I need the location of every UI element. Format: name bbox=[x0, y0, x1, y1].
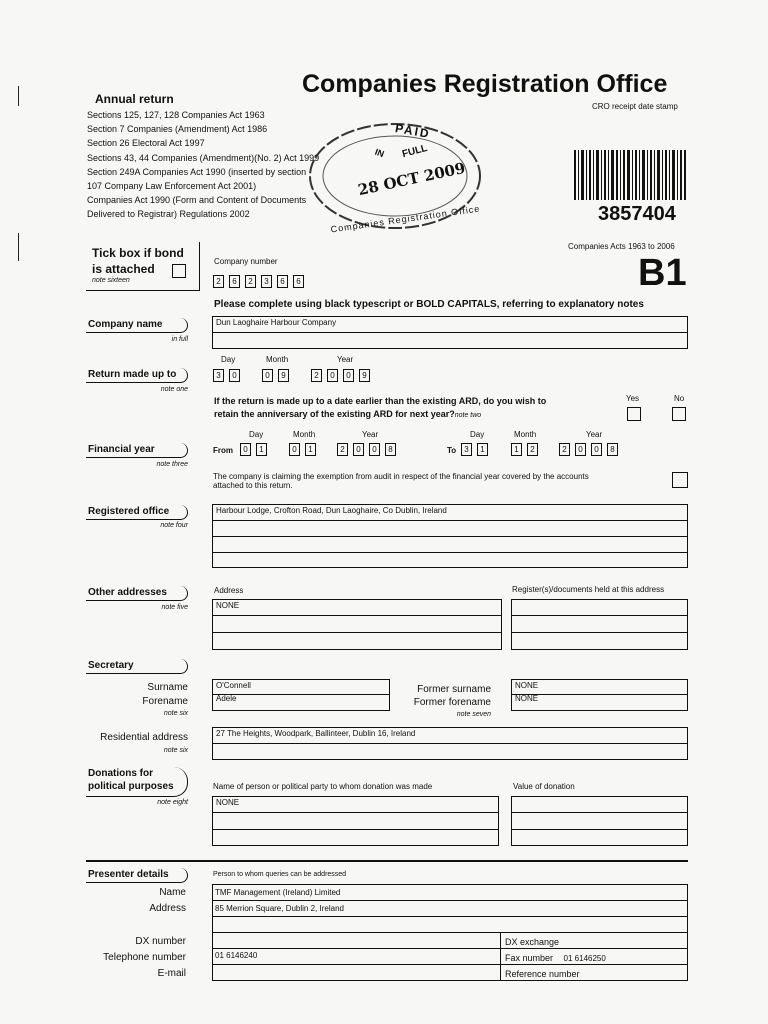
presenter-divider bbox=[212, 932, 688, 933]
other-address-value: NONE bbox=[216, 601, 240, 610]
presenter-column-divider bbox=[500, 932, 501, 981]
donation-value-field[interactable] bbox=[511, 796, 688, 846]
email-label: E-mail bbox=[157, 968, 186, 979]
legislation-line: Sections 43, 44 Companies (Amendment)(No. 2) Act 1999 bbox=[87, 152, 320, 163]
register-documents-divider bbox=[511, 632, 688, 633]
former-surname-value: NONE bbox=[515, 681, 539, 690]
barcode-number: 3857404 bbox=[598, 203, 676, 225]
ard-question-note: note two bbox=[454, 412, 482, 419]
telephone-label: Telephone number bbox=[103, 952, 186, 963]
registered-office-divider bbox=[212, 536, 688, 537]
legislation-line: Sections 125, 127, 128 Companies Act 1963 bbox=[87, 110, 265, 120]
fy-from-year-label: Year bbox=[362, 430, 379, 439]
secretary-name-divider bbox=[212, 694, 390, 695]
residential-address-value: 27 The Heights, Woodpark, Ballinteer, Dublin 16, Ireland bbox=[216, 729, 416, 738]
donation-name-divider bbox=[212, 812, 499, 813]
company-name-label: Company name bbox=[86, 318, 188, 333]
fy-to-year-digit[interactable]: 0 bbox=[575, 443, 586, 456]
fy-from-day-digit[interactable]: 0 bbox=[240, 443, 251, 456]
year-label: Year bbox=[337, 355, 354, 364]
donation-name-field[interactable] bbox=[212, 796, 499, 846]
return-month-digit[interactable]: 0 bbox=[262, 369, 273, 382]
form-code: B1 bbox=[638, 252, 687, 294]
fy-to-day-digit[interactable]: 3 bbox=[461, 443, 472, 456]
former-forename-value: NONE bbox=[515, 694, 539, 703]
office-title: Companies Registration Office bbox=[302, 70, 668, 98]
return-year-digit[interactable]: 2 bbox=[311, 369, 322, 382]
bond-section bbox=[86, 242, 200, 291]
surname-label: Surname bbox=[147, 682, 188, 693]
ard-yes-checkbox[interactable] bbox=[627, 407, 641, 421]
fy-from-year-digit[interactable]: 0 bbox=[369, 443, 380, 456]
register-documents-field[interactable] bbox=[511, 599, 688, 650]
register-documents-label: Register(s)/documents held at this address bbox=[512, 585, 665, 594]
forename-value: Adele bbox=[216, 694, 237, 703]
no-label: No bbox=[674, 394, 685, 403]
fy-to-month-digit[interactable]: 2 bbox=[527, 443, 538, 456]
reference-number-label: Reference number bbox=[505, 969, 580, 979]
presenter-address-label: Address bbox=[149, 903, 186, 914]
other-address-divider bbox=[212, 632, 502, 633]
company-name-divider bbox=[212, 332, 688, 333]
fy-from-year-digit[interactable]: 0 bbox=[353, 443, 364, 456]
donations-label-line2: political purposes bbox=[88, 781, 174, 792]
former-name-field[interactable] bbox=[511, 679, 688, 711]
audit-exemption-checkbox[interactable] bbox=[672, 472, 688, 488]
former-name-divider bbox=[511, 694, 688, 695]
stamp-in: IN bbox=[373, 146, 386, 160]
fax-label: Fax number bbox=[505, 953, 554, 963]
register-documents-divider bbox=[511, 615, 688, 616]
fy-from-day-label: Day bbox=[249, 430, 264, 439]
fy-to-year-digit[interactable]: 0 bbox=[591, 443, 602, 456]
stamp-date: 28 OCT 2009 bbox=[356, 158, 467, 200]
donation-value-divider bbox=[511, 812, 688, 813]
company-name-value: Dun Laoghaire Harbour Company bbox=[216, 318, 337, 327]
former-forename-label: Former forename bbox=[413, 697, 491, 708]
company-number-digit[interactable]: 2 bbox=[245, 275, 256, 288]
financial-year-label: Financial year bbox=[86, 443, 188, 458]
return-made-up-to-note: note one bbox=[160, 386, 188, 393]
presenter-divider bbox=[212, 964, 688, 965]
donation-value-label: Value of donation bbox=[513, 782, 575, 791]
ard-question-line2 bbox=[214, 409, 481, 419]
company-number-digit[interactable]: 3 bbox=[261, 275, 272, 288]
stamp-ring-text: Companies Registration Office bbox=[330, 203, 481, 235]
residential-address-note: note six bbox=[163, 747, 188, 754]
company-number-label: Company number bbox=[214, 257, 278, 266]
presenter-address-value: 85 Merrion Square, Dublin 2, Ireland bbox=[215, 904, 344, 913]
presenter-divider bbox=[212, 948, 688, 949]
day-label: Day bbox=[221, 355, 236, 364]
presenter-name-label: Name bbox=[159, 887, 186, 898]
registered-office-label: Registered office bbox=[86, 505, 188, 520]
fy-to-day-label: Day bbox=[470, 430, 485, 439]
registered-office-value: Harbour Lodge, Crofton Road, Dun Laoghaire, Co Dublin, Ireland bbox=[216, 506, 447, 515]
registered-office-divider bbox=[212, 552, 688, 553]
return-day-digit[interactable]: 3 bbox=[213, 369, 224, 382]
barcode-icon bbox=[574, 150, 686, 200]
scan-mark bbox=[18, 233, 19, 261]
month-label: Month bbox=[266, 355, 289, 364]
audit-exemption-line: The company is claiming the exemption from audit in respect of the financial year covered by the accounts bbox=[213, 472, 589, 481]
form-title: Annual return bbox=[95, 92, 174, 106]
donation-name-divider bbox=[212, 829, 499, 830]
return-year-digit[interactable]: 0 bbox=[327, 369, 338, 382]
presenter-divider bbox=[212, 900, 688, 901]
presenter-details-label: Presenter details bbox=[86, 868, 188, 883]
dx-exchange-label: DX exchange bbox=[505, 937, 560, 947]
return-year-digit[interactable]: 0 bbox=[343, 369, 354, 382]
bond-label-line1: Tick box if bond bbox=[92, 246, 184, 260]
presenter-divider bbox=[212, 916, 688, 917]
legislation-line: Section 249A Companies Act 1990 (inserted by section bbox=[87, 166, 307, 177]
return-month-digit[interactable]: 9 bbox=[278, 369, 289, 382]
legislation-line: Section 26 Electoral Act 1997 bbox=[87, 138, 205, 149]
fax-number-label bbox=[505, 953, 606, 963]
paid-stamp bbox=[300, 118, 485, 238]
acts-range: Companies Acts 1963 to 2006 bbox=[568, 242, 675, 251]
fy-to-year-label: Year bbox=[586, 430, 603, 439]
barcode bbox=[574, 150, 686, 200]
donations-label bbox=[86, 767, 188, 797]
fy-from-month-digit[interactable]: 0 bbox=[289, 443, 300, 456]
fax-value: 01 6146250 bbox=[563, 954, 606, 963]
legislation-line: 107 Company Law Enforcement Act 2001) bbox=[87, 181, 257, 192]
bond-checkbox[interactable] bbox=[172, 264, 186, 278]
donations-label-line1: Donations for bbox=[88, 768, 153, 779]
registered-office-note: note four bbox=[160, 522, 188, 529]
registered-office-divider bbox=[212, 520, 688, 521]
legislation-line: Section 7 Companies (Amendment) Act 1986 bbox=[87, 124, 268, 135]
residential-address-divider bbox=[212, 743, 688, 744]
return-day-digit[interactable]: 0 bbox=[229, 369, 240, 382]
secretary-note-seven: note seven bbox=[456, 711, 491, 718]
fy-to-label: To bbox=[447, 446, 457, 455]
section-separator bbox=[86, 860, 688, 862]
legislation-line: Delivered to Registrar) Regulations 2002 bbox=[87, 209, 250, 220]
forename-label: Forename bbox=[142, 696, 188, 707]
fy-to-day-digit[interactable]: 1 bbox=[477, 443, 488, 456]
company-number-digit[interactable]: 2 bbox=[213, 275, 224, 288]
fy-from-month-digit[interactable]: 1 bbox=[305, 443, 316, 456]
telephone-value: 01 6146240 bbox=[215, 951, 258, 960]
secretary-name-field[interactable] bbox=[212, 679, 390, 711]
scan-mark bbox=[18, 86, 19, 106]
other-address-label: Address bbox=[214, 586, 244, 595]
fy-to-year-digit[interactable]: 2 bbox=[559, 443, 570, 456]
ard-no-checkbox[interactable] bbox=[672, 407, 686, 421]
presenter-name-value: TMF Management (Ireland) Limited bbox=[215, 888, 341, 897]
company-number-digit[interactable]: 6 bbox=[277, 275, 288, 288]
other-address-field[interactable] bbox=[212, 599, 502, 650]
donations-note: note eight bbox=[157, 799, 188, 806]
return-year-digit[interactable]: 9 bbox=[359, 369, 370, 382]
fy-to-month-digit[interactable]: 1 bbox=[511, 443, 522, 456]
return-made-up-to-label: Return made up to bbox=[86, 368, 188, 383]
audit-exemption-line: attached to this return. bbox=[213, 481, 293, 490]
fy-from-month-label: Month bbox=[293, 430, 316, 439]
other-addresses-note: note five bbox=[161, 604, 188, 611]
ard-question-line1: If the return is made up to a date earlier than the existing ARD, do you wish to bbox=[214, 396, 547, 406]
yes-label: Yes bbox=[626, 394, 640, 403]
financial-year-note: note three bbox=[156, 461, 188, 468]
dx-number-label: DX number bbox=[135, 936, 186, 947]
company-number-digit[interactable]: 6 bbox=[229, 275, 240, 288]
fy-from-year-digit[interactable]: 2 bbox=[337, 443, 348, 456]
fy-from-day-digit[interactable]: 1 bbox=[256, 443, 267, 456]
fy-to-year-digit[interactable]: 8 bbox=[607, 443, 618, 456]
legislation-list bbox=[87, 108, 319, 222]
residential-address-label: Residential address bbox=[100, 732, 188, 743]
secretary-note-six: note six bbox=[163, 710, 188, 717]
bond-label-line2: is attached bbox=[92, 262, 155, 276]
company-name-note: in full bbox=[171, 336, 188, 343]
bond-note: note sixteen bbox=[92, 277, 130, 284]
other-address-divider bbox=[212, 615, 502, 616]
secretary-label: Secretary bbox=[86, 659, 188, 674]
ard-question-text: retain the anniversary of the existing ARD for next year? bbox=[214, 409, 455, 419]
audit-exemption-text bbox=[213, 472, 589, 490]
stamp-full: FULL bbox=[401, 142, 429, 161]
surname-value: O'Connell bbox=[216, 681, 251, 690]
cro-stamp-label: CRO receipt date stamp bbox=[592, 102, 678, 111]
fy-from-year-digit[interactable]: 8 bbox=[385, 443, 396, 456]
company-number-digit[interactable]: 6 bbox=[293, 275, 304, 288]
donation-value-divider bbox=[511, 829, 688, 830]
legislation-line: Companies Act 1990 (Form and Content of Documents bbox=[87, 195, 307, 206]
fy-to-month-label: Month bbox=[514, 430, 537, 439]
donation-name-label: Name of person or political party to whom donation was made bbox=[213, 782, 433, 791]
queries-label: Person to whom queries can be addressed bbox=[213, 871, 347, 878]
donation-name-value: NONE bbox=[216, 798, 240, 807]
former-surname-label: Former surname bbox=[417, 684, 491, 695]
other-addresses-label: Other addresses bbox=[86, 586, 188, 601]
stamp-paid: PAID bbox=[394, 120, 432, 142]
fy-from-label: From bbox=[213, 446, 233, 455]
instructions: Please complete using black typescript or BOLD CAPITALS, referring to explanatory notes bbox=[214, 299, 644, 310]
